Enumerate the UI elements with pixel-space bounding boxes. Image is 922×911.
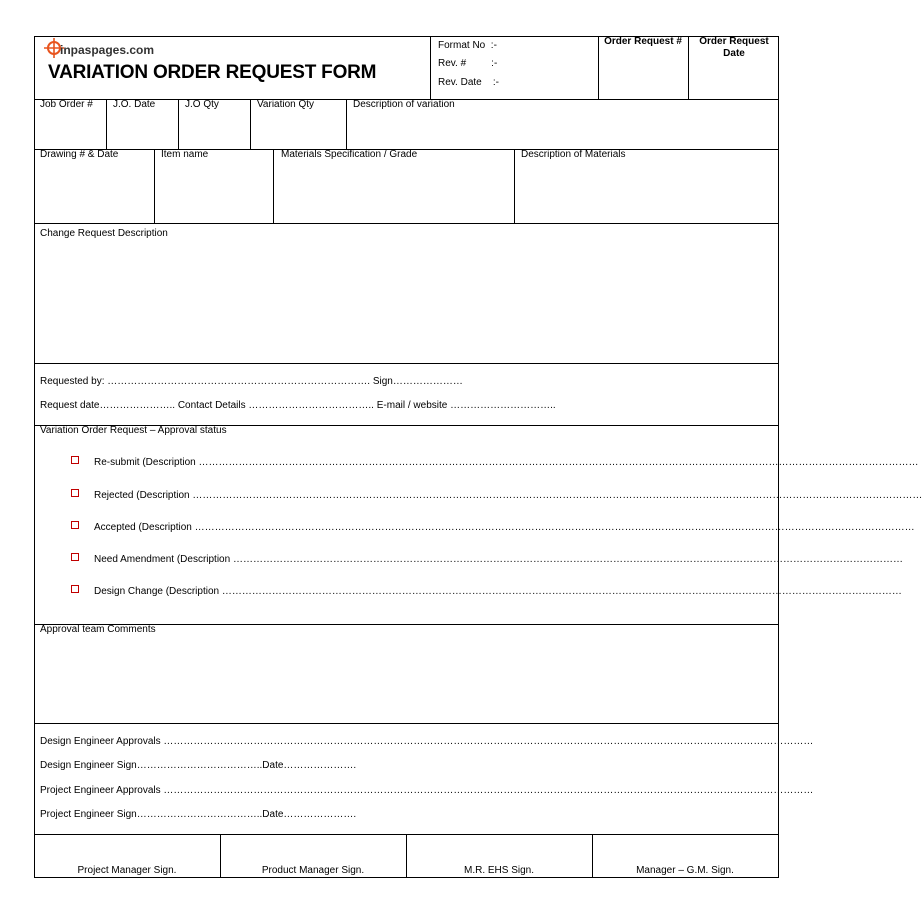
row1-divider-3 [250,99,251,149]
requested-by-line[interactable]: Requested by: ……………………………………………………………………. Sign………………… [40,376,463,387]
rejected-checkbox[interactable] [71,489,79,497]
product-manager-sign[interactable]: Product Manager Sign. [261,865,365,876]
description-materials-field[interactable]: Description of Materials [521,149,626,160]
manager-gm-sign[interactable]: Manager – G.M. Sign. [636,865,734,876]
logo-text: inpaspages.com [60,43,155,57]
row1-divider-4 [346,99,347,149]
design-engineer-sign-line[interactable]: Design Engineer Sign………………………………..Date…………………. [40,760,357,771]
row2-divider-3 [514,149,515,223]
approval-status-label: Variation Order Request – Approval status [40,425,227,436]
design-engineer-approvals-line[interactable]: Design Engineer Approvals …………………………………………………………………………………………………………………………………………………………………………… [40,736,814,747]
jo-date-field[interactable]: J.O. Date [113,99,156,110]
rev-date-label: Rev. Date :- [438,77,499,88]
row2-divider-2 [273,149,274,223]
divider-row2 [34,223,779,224]
accepted-checkbox[interactable] [71,521,79,529]
row2-divider-1 [154,149,155,223]
project-manager-sign[interactable]: Project Manager Sign. [77,865,177,876]
resubmit-option: Re-submit (Description ……………………………………………………………………………………………………………………………………………………………………………………………… [94,457,919,468]
request-date-line[interactable]: Request date………………….. Contact Details ……………………………….. E-mail / website ………………………….. [40,400,556,411]
rev-no-label: Rev. # :- [438,58,498,69]
design-change-checkbox[interactable] [71,585,79,593]
item-name-field[interactable]: Item name [161,149,209,160]
accepted-option: Accepted (Description ……………………………………………………………………………………………………………………………………………………………………………………………… [94,522,915,533]
header-divider-3 [688,36,689,99]
drawing-date-field[interactable]: Drawing # & Date [40,149,119,160]
job-order-field[interactable]: Job Order # [40,99,93,110]
approval-comments-field[interactable]: Approval team Comments [40,624,156,635]
rejected-option: Rejected (Description ………………………………………………………………………………………………………………………………………………………………………………………………… [94,490,922,501]
divider-change-request [34,363,779,364]
jo-qty-field[interactable]: J.O Qty [185,99,219,110]
logo [44,37,174,59]
change-request-field[interactable]: Change Request Description [40,228,168,239]
divider-approval-comments [34,723,779,724]
resubmit-checkbox[interactable] [71,456,79,464]
row1-divider-1 [106,99,107,149]
description-of-variation-field[interactable]: Description of variation [353,99,455,110]
project-engineer-sign-line[interactable]: Project Engineer Sign………………………………..Date…………………. [40,809,357,820]
project-engineer-approvals-line[interactable]: Project Engineer Approvals …………………………………………………………………………………………………………………………………………………………………………… [40,785,814,796]
page-title: VARIATION ORDER REQUEST FORM [48,62,377,83]
mr-ehs-sign[interactable]: M.R. EHS Sign. [463,865,535,876]
need-amendment-option: Need Amendment (Description ………………………………………………………………………………………………………………………………………………………………………………… [94,554,903,565]
order-request-date-label: Order Request Date [699,36,769,59]
variation-qty-field[interactable]: Variation Qty [257,99,315,110]
materials-spec-field[interactable]: Materials Specification / Grade [281,149,418,160]
order-request-no-label: Order Request # [604,36,682,47]
header-divider-1 [430,36,431,99]
header-divider-2 [598,36,599,99]
need-amendment-checkbox[interactable] [71,553,79,561]
format-no-label: Format No :- [438,40,497,51]
row1-divider-2 [178,99,179,149]
design-change-option: Design Change (Description …………………………………………………………………………………………………………………………………………………………………………………… [94,586,902,597]
